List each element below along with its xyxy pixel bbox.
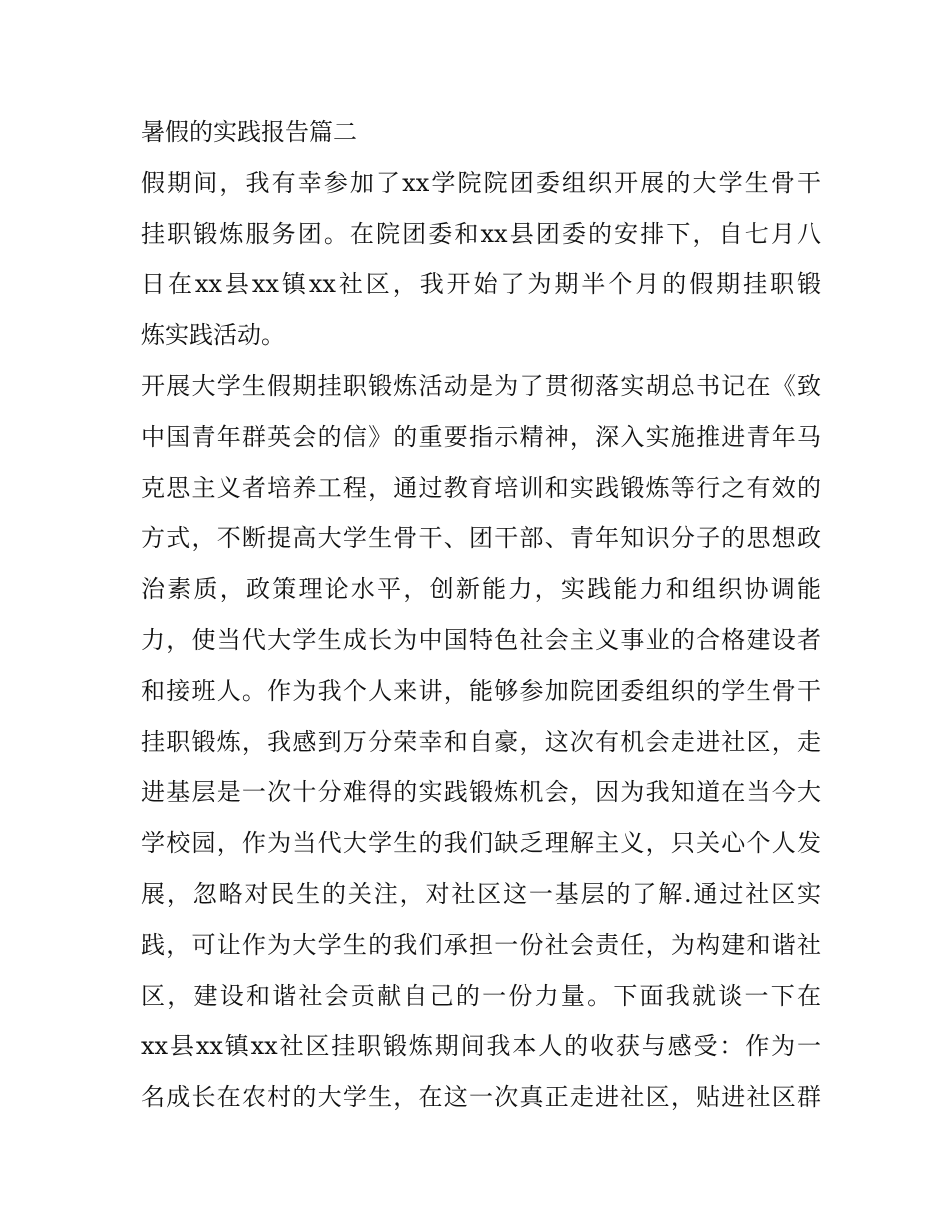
text-line: 假期间，我有幸参加了xx学院院团委组织开展的大学生骨干 — [141, 168, 821, 197]
text-line: 名成长在农村的大学生，在这一次真正走进社区，贴进社区群 — [141, 1083, 821, 1112]
text-line: 展，忽略对民生的关注，对社区这一基层的了解.通过社区实 — [141, 879, 821, 908]
text-line: 进基层是一次十分难得的实践锻炼机会，因为我知道在当今大 — [141, 778, 821, 807]
text-line: 践，可让作为大学生的我们承担一份社会责任，为构建和谐社 — [141, 930, 821, 959]
text-line: 学校园，作为当代大学生的我们缺乏理解主义，只关心个人发 — [141, 829, 821, 858]
text-line: 方式，不断提高大学生骨干、团干部、青年知识分子的思想政 — [141, 524, 821, 553]
text-line: 克思主义者培养工程，通过教育培训和实践锻炼等行之有效的 — [141, 473, 821, 502]
text-line: 挂职锻炼，我感到万分荣幸和自豪，这次有机会走进社区，走 — [141, 727, 821, 756]
text-line: 中国青年群英会的信》的重要指示精神，深入实施推进青年马 — [141, 422, 821, 451]
text-line: 炼实践活动。 — [141, 321, 285, 350]
text-line: 挂职锻炼服务团。在院团委和xx县团委的安排下，自七月八 — [141, 219, 821, 248]
text-line: 和接班人。作为我个人来讲，能够参加院团委组织的学生骨干 — [141, 676, 821, 705]
text-line: xx县xx镇xx社区挂职锻炼期间我本人的收获与感受：作为一 — [141, 1032, 821, 1061]
document-body — [141, 107, 821, 1123]
document-title: 暑假的实践报告篇二 — [141, 118, 357, 146]
text-line: 开展大学生假期挂职锻炼活动是为了贯彻落实胡总书记在《致 — [141, 371, 821, 400]
text-line: 治素质，政策理论水平，创新能力，实践能力和组织协调能 — [141, 575, 821, 604]
text-line: 力，使当代大学生成长为中国特色社会主义事业的合格建设者 — [141, 625, 821, 654]
text-line: 日在xx县xx镇xx社区，我开始了为期半个月的假期挂职锻 — [141, 270, 821, 299]
text-line: 区，建设和谐社会贡献自己的一份力量。下面我就谈一下在 — [141, 981, 821, 1010]
